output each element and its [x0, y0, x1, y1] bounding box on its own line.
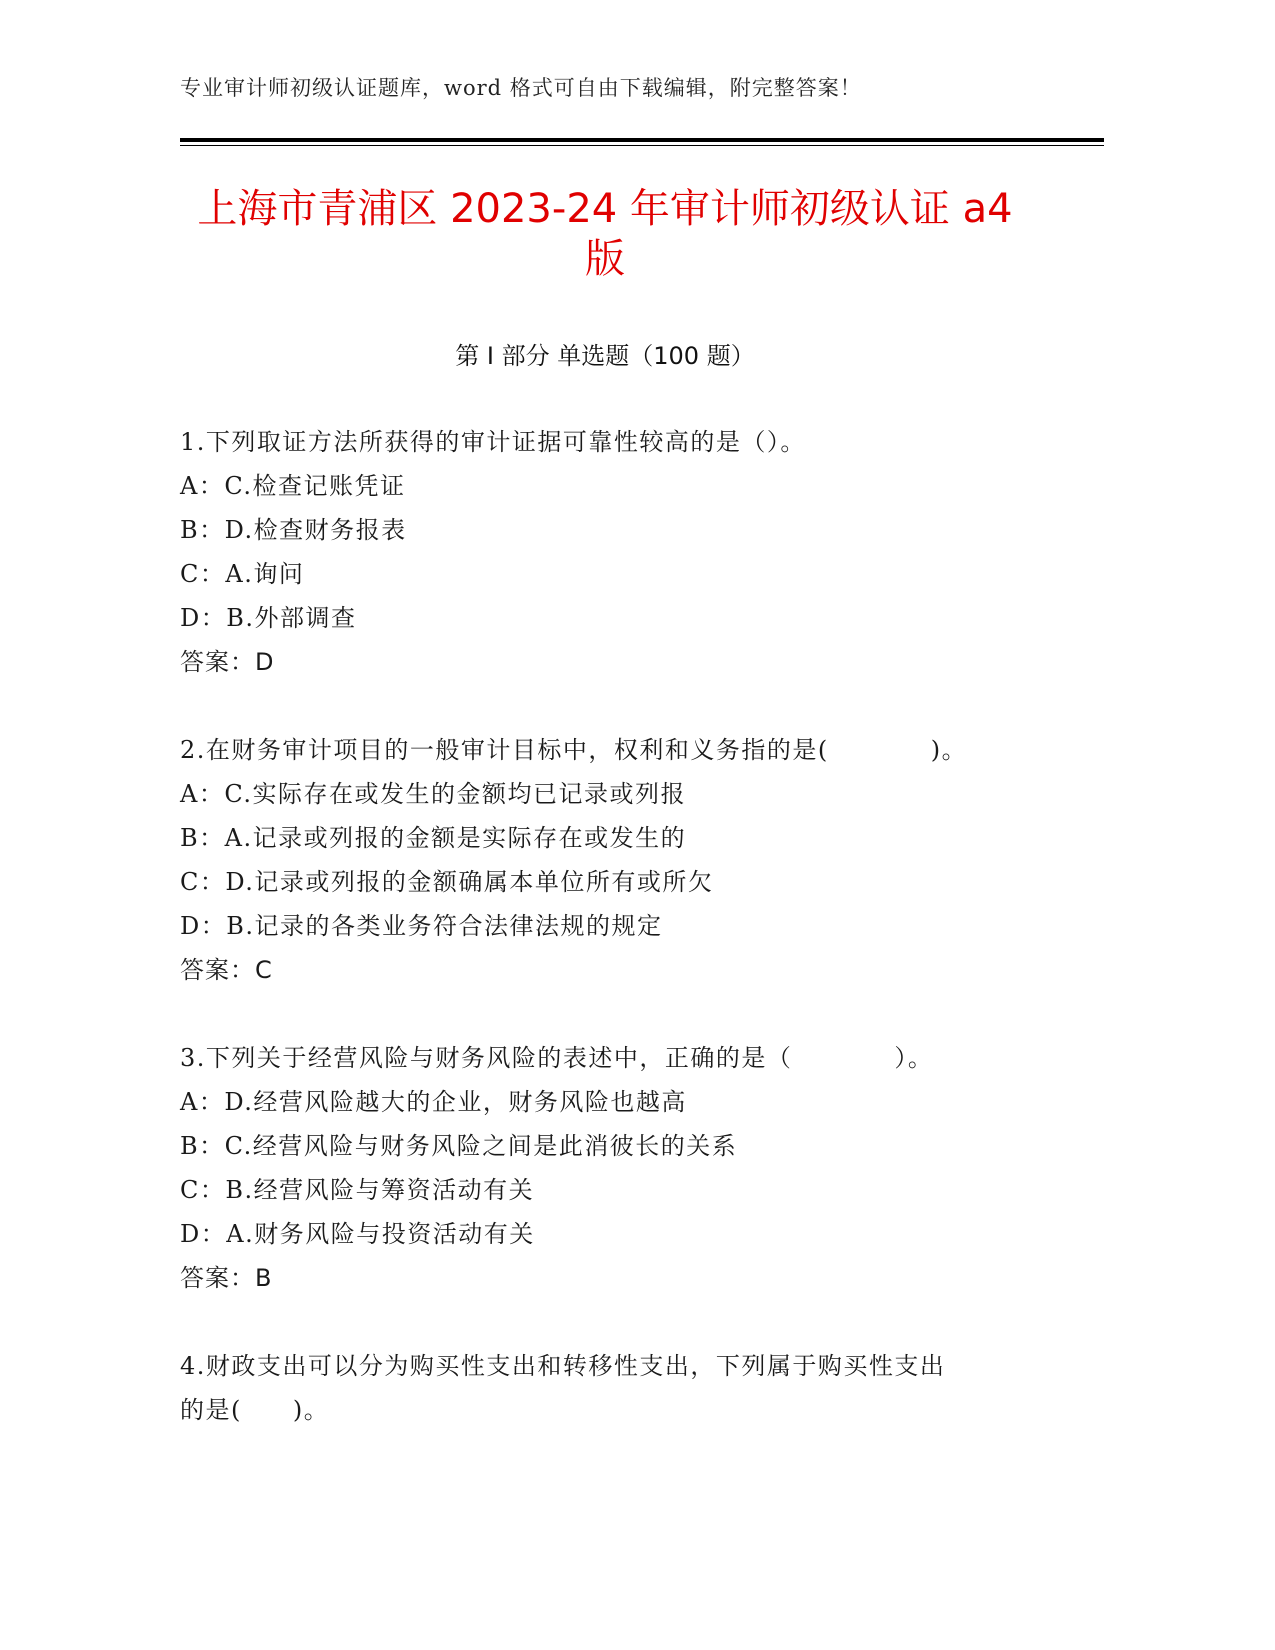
header-rule-thick	[180, 138, 1104, 142]
question-1	[180, 420, 1030, 684]
option-d: D：A.财务风险与投资活动有关	[180, 1220, 535, 1248]
option-a: A：C.实际存在或发生的金额均已记录或列报	[180, 780, 686, 808]
question-3	[180, 1036, 1030, 1300]
question-list	[180, 420, 1030, 1476]
header-rule-thin	[180, 145, 1104, 146]
question-2	[180, 728, 1030, 992]
option-b: B：C.经营风险与财务风险之间是此消彼长的关系	[180, 1132, 738, 1160]
question-stem: 1.下列取证方法所获得的审计证据可靠性较高的是（）。	[180, 428, 806, 456]
question-4	[180, 1344, 1030, 1432]
question-stem: 3.下列关于经营风险与财务风险的表述中，正确的是（ ）。	[180, 1044, 934, 1072]
answer: 答案：D	[180, 648, 275, 676]
document-title-line-1: 上海市青浦区 2023-24 年审计师初级认证 a4	[197, 186, 1013, 232]
option-c: C：D.记录或列报的金额确属本单位所有或所欠	[180, 868, 714, 896]
option-d: D：B.外部调查	[180, 604, 357, 632]
question-stem-line-1: 4.财政支出可以分为购买性支出和转移性支出，下列属于购买性支出	[180, 1352, 946, 1380]
answer: 答案：C	[180, 956, 273, 984]
option-c: C：A.询问	[180, 560, 305, 588]
section-heading: 第 I 部分 单选题（100 题）	[455, 342, 755, 370]
option-b: B：A.记录或列报的金额是实际存在或发生的	[180, 824, 687, 852]
option-d: D：B.记录的各类业务符合法律法规的规定	[180, 912, 663, 940]
option-c: C：B.经营风险与筹资活动有关	[180, 1176, 535, 1204]
answer: 答案：B	[180, 1264, 273, 1292]
question-stem: 2.在财务审计项目的一般审计目标中，权利和义务指的是( )。	[180, 736, 968, 764]
option-b: B：D.检查财务报表	[180, 516, 407, 544]
document-title-line-2: 版	[585, 236, 625, 282]
question-stem-line-2: 的是( )。	[180, 1396, 330, 1424]
option-a: A：C.检查记账凭证	[180, 472, 406, 500]
document-title	[150, 184, 1060, 284]
option-a: A：D.经营风险越大的企业，财务风险也越高	[180, 1088, 687, 1116]
header-note: 专业审计师初级认证题库，word 格式可自由下载编辑，附完整答案！	[180, 76, 862, 100]
